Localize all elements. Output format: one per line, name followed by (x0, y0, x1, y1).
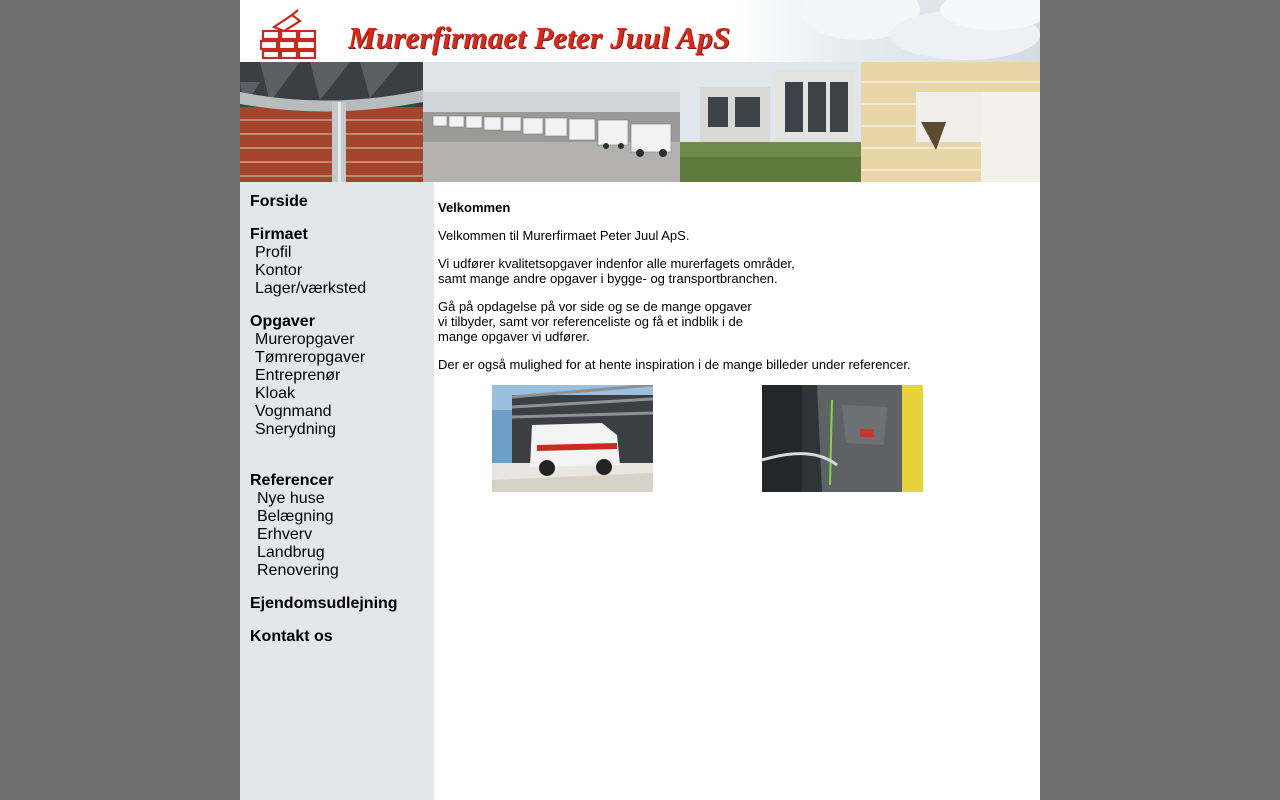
nav-forside[interactable]: Forside (250, 193, 308, 210)
paragraph-1-line-1: Vi udfører kvalitetsopgaver indenfor alle murerfagets områder, (438, 256, 795, 271)
photo-banner (240, 62, 1040, 182)
welcome-heading: Velkommen (438, 200, 511, 215)
nav-kontakt-os[interactable]: Kontakt os (250, 628, 333, 645)
van-fleet-photo (423, 62, 680, 182)
nav-item-entreprenor[interactable]: Entreprenør (255, 367, 341, 384)
sidebar-nav (240, 182, 434, 800)
nav-item-kloak[interactable]: Kloak (255, 385, 296, 402)
page-container (240, 0, 1040, 800)
nav-item-erhverv[interactable]: Erhverv (257, 526, 313, 543)
nav-item-landbrug[interactable]: Landbrug (257, 544, 325, 561)
paragraph-2-line-2: vi tilbyder, samt vor referenceliste og få et indblik i de (438, 314, 743, 329)
nav-item-renovering[interactable]: Renovering (257, 562, 339, 579)
brick-corner-photo (861, 62, 1040, 182)
nav-item-profil[interactable]: Profil (255, 244, 292, 261)
white-van-photo[interactable] (492, 385, 653, 492)
paragraph-2-line-3: mange opgaver vi udfører. (438, 329, 590, 344)
nav-opgaver[interactable]: Opgaver (250, 313, 315, 330)
nav-item-kontor[interactable]: Kontor (255, 262, 303, 279)
nav-firmaet[interactable]: Firmaet (250, 226, 308, 243)
company-logo-icon[interactable] (260, 9, 320, 59)
modern-house-photo (680, 62, 861, 182)
nav-item-tomreropgaver[interactable]: Tømreropgaver (255, 349, 366, 366)
site-header (240, 0, 1040, 62)
nav-ejendomsudlejning[interactable]: Ejendomsudlejning (250, 595, 398, 612)
paragraph-2-line-1: Gå på opdagelse på vor side og se de mange opgaver (438, 299, 752, 314)
nav-item-lager[interactable]: Lager/værksted (255, 280, 367, 297)
paragraph-1-line-2: samt mange andre opgaver i bygge- og transportbranchen. (438, 271, 778, 286)
paragraph-3: Der er også mulighed for at hente inspiration i de mange billeder under referencer. (438, 357, 911, 372)
nav-item-vognmand[interactable]: Vognmand (255, 403, 332, 420)
company-title: Murerfirmaet Peter Juul ApS (348, 20, 731, 55)
nav-item-belaegning[interactable]: Belægning (257, 508, 334, 525)
nav-item-snerydning[interactable]: Snerydning (255, 421, 336, 438)
intro-text: Velkommen til Murerfirmaet Peter Juul ApS. (438, 228, 690, 243)
worker-trousers-photo[interactable] (762, 385, 923, 492)
nav-item-nye-huse[interactable]: Nye huse (257, 490, 325, 507)
nav-item-mureropgaver[interactable]: Mureropgaver (255, 331, 355, 348)
main-content (438, 182, 1028, 782)
gutter-brick-wall-photo (240, 62, 423, 182)
nav-referencer[interactable]: Referencer (250, 472, 334, 489)
